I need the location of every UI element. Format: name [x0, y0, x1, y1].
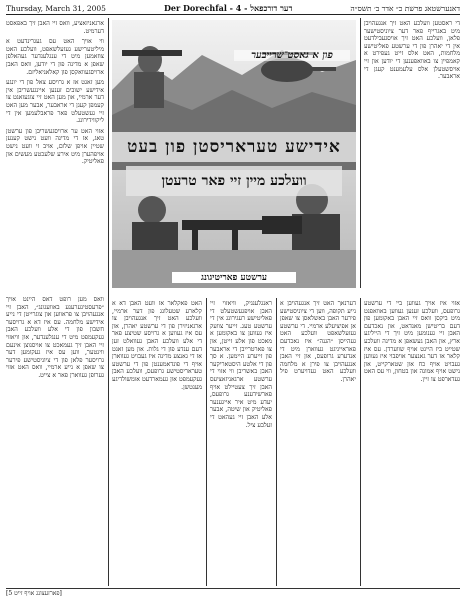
- paragraph: מען זאגט אז א גרויסע צאל פון די יונגע אידישע ישובים זענען איינגעשריבן אין דער ארמיי, און מען האט זיי צוגעזאגט צו קעמפן קעגן די אראבער, אבער מען האט זיי געשטעלט פאר פראבלעמען אין די ליקווידירונג.: [6, 79, 104, 125]
- article-column-far-left-lower: [6, 296, 104, 584]
- column-rule: [360, 18, 361, 288]
- page-footer: [6, 588, 460, 599]
- article-column-bottom-mid-right: [280, 300, 356, 584]
- photo-caption: ערשטע פאריטיגונג: [172, 272, 296, 283]
- column-rule: [206, 298, 207, 586]
- article-column-right-bottom: [364, 300, 460, 584]
- page-header: [6, 2, 460, 15]
- headline-line-2: וועלכע מיין זיי פאר טרעטן: [161, 173, 307, 189]
- byline: פון א גאסט־שרייבער: [234, 50, 350, 61]
- paragraph: ראנגלענגיק, וויאזוי זיי האבן אויפגעשטעלט די פאליטישע רעגירונג אין די ערשטע טעג. זייער צוועק איז געווען צו באקומען א מאכט פון אלע זייטן, און צו פארטרייבן די אראבער פון זייערע היימען. א סך פון די אלטע היסטאריקער האבן באשריבן ווי אזוי די ערשטע ארגאניזאציעס האבן זיך צעטיילט אויף פארשידענע גרופעס, יעדע מיט איר אייגענער פאליטיק און שיטה, אבער אלע האבן זיי געהאט די זעלבע ציל.: [210, 300, 272, 429]
- masthead-title: Der Dorechfal - 4 - דער דורכפאל: [163, 3, 293, 13]
- article-column-far-left: [6, 20, 104, 292]
- paragraph: דערנאך האט זיך אנגעהויבן א נייע תקופה, ווען די ציוניסטישע פירער האבן באשלאסן צו שאפן אן אפיציעלע ארמיי. די ערשטע געזעלשאפט וועלכע האט געהייסן ״הגנה״ איז נאכדעם פאראייניגט געווארן מיט די אנדערע גרופעס, און זיי האבן אנגעהויבן צו פירן א מלחמה וועלכע האט געדויערט פיל יאהרן.: [280, 300, 356, 383]
- paragraph: וואס מען רופט דאס היינט אויך ״פרעסטינערענע באוועגונג״, האבן זיי אנגעהויבן צו פראווען און צוגרייטן די נייע אידישע מלחמה. עס איז דא א גרויסער חשבון פון די אלע וועלכע האבן געקעמפט מיט די ענגלענדער, און וויאזוי זיי האבן זיך געמאכט צו אויסנוצן אינעם ווינטער, ווען עס איז געקומען דער גרויסער פלאן פון די ציוניסטישע פירער צו שאפן א נייע ארמיי, וואס האט אזוי גערופן געווארן פאר א צייט.: [6, 296, 104, 379]
- paragraph: ווי אויך האט עס געגרינדעט א מיליטערישע געזעלשאפט, וועלכע האט צוזאמען מיט די ענגלענדער געהאלפן שאפן א מדינה פון די יודען, וואס האבן ארויסגעוואקסן פון קאלאניאליזם.: [6, 38, 104, 76]
- paragraph: האט פאקלאר אז וועט האבן דא א קלארע שטעלונג פון דער ארמיי, וועלכע האט זיך אנגעהויבן צו ארגאניזירן פון די ערשטע יאהרן, און עס איז געווען א גרויסע שטיצע פאר די אלע וועלכע האבן געוואלט זען דעם ענדע פון די גלות. און מען זאגט אז די גאנצע מדינה איז געבויט געווארן אויף די פונדאמענטן פון די ערשטע טעראריסטישע גרופעס, וועלכע האבן געקעמפט און געמארדעט אומשולדיגע מענטשן.: [112, 300, 202, 391]
- paragraph: ארגאניזאציע, וואס זיי האבן זיך באפאסט דערמיט.: [6, 20, 104, 35]
- continued-note: [פארזעצונג אויף זייט 5]: [6, 590, 62, 597]
- hebrew-date: דאנערשטאג פרשת כ״ אדר ב׳ תשס״ה: [350, 3, 460, 13]
- column-rule: [108, 18, 109, 586]
- column-rule: [276, 298, 277, 586]
- paragraph: אזוי איז אויך געווען ביי די ערשטע גרופעס, וועלכע זענען געווען באוואפנט מיט ביקסן וואס זיי האבן באקומען פון דעם בריטישן מאנדאט, און נאכדעם האבן זיי גענומען מיט זיך די הייליגע ארץ, און האבן געשאפן א מדינה וועלכע שטייט ביז היינט אויף שווערדן. עס איז קלאר אז דער גאנצער אויפבוי איז געווען געבויט אויף כח און שטארקייט, און נישט אויף אמונה און בטחון, ווי עס האט געדארפט צו זיין.: [364, 300, 460, 383]
- paragraph: די ראסטען וועלכע האט זיך אנגעהויבן מיט באגרייף פאר דער ציוניסטישער פלאן, וועלכע האט זיך אויסגעבילדעט אין די יאהרן פון די ערשטע פאליטישע מלחמות, האט אלס זייט געפירט א קאמפיין צו באוואפענען די יודען און זיי אויסשטעלן אלס עלעמענט קעגן די אראבער.: [364, 20, 460, 81]
- photo-collage: [112, 20, 356, 288]
- column-rule: [360, 298, 361, 586]
- article-column-right-top: [364, 20, 460, 290]
- article-column-bottom-left: [112, 300, 202, 584]
- headline-line-1: אידישע טעראריסטן פון בעט: [127, 137, 341, 157]
- paragraph: אזוי האט ער ארויסגעשריבן פון ערשטן טאג, אז די מדינה וועט נישט קענען שטיין אויפן שלום, אויב זי וועט נישט אויפהערן מיט אירע שלעכטע מעשים און פאליטיק.: [6, 127, 104, 166]
- article-column-bottom-mid: [210, 300, 272, 584]
- issue-date: Thursday, March 31, 2005: [6, 3, 106, 13]
